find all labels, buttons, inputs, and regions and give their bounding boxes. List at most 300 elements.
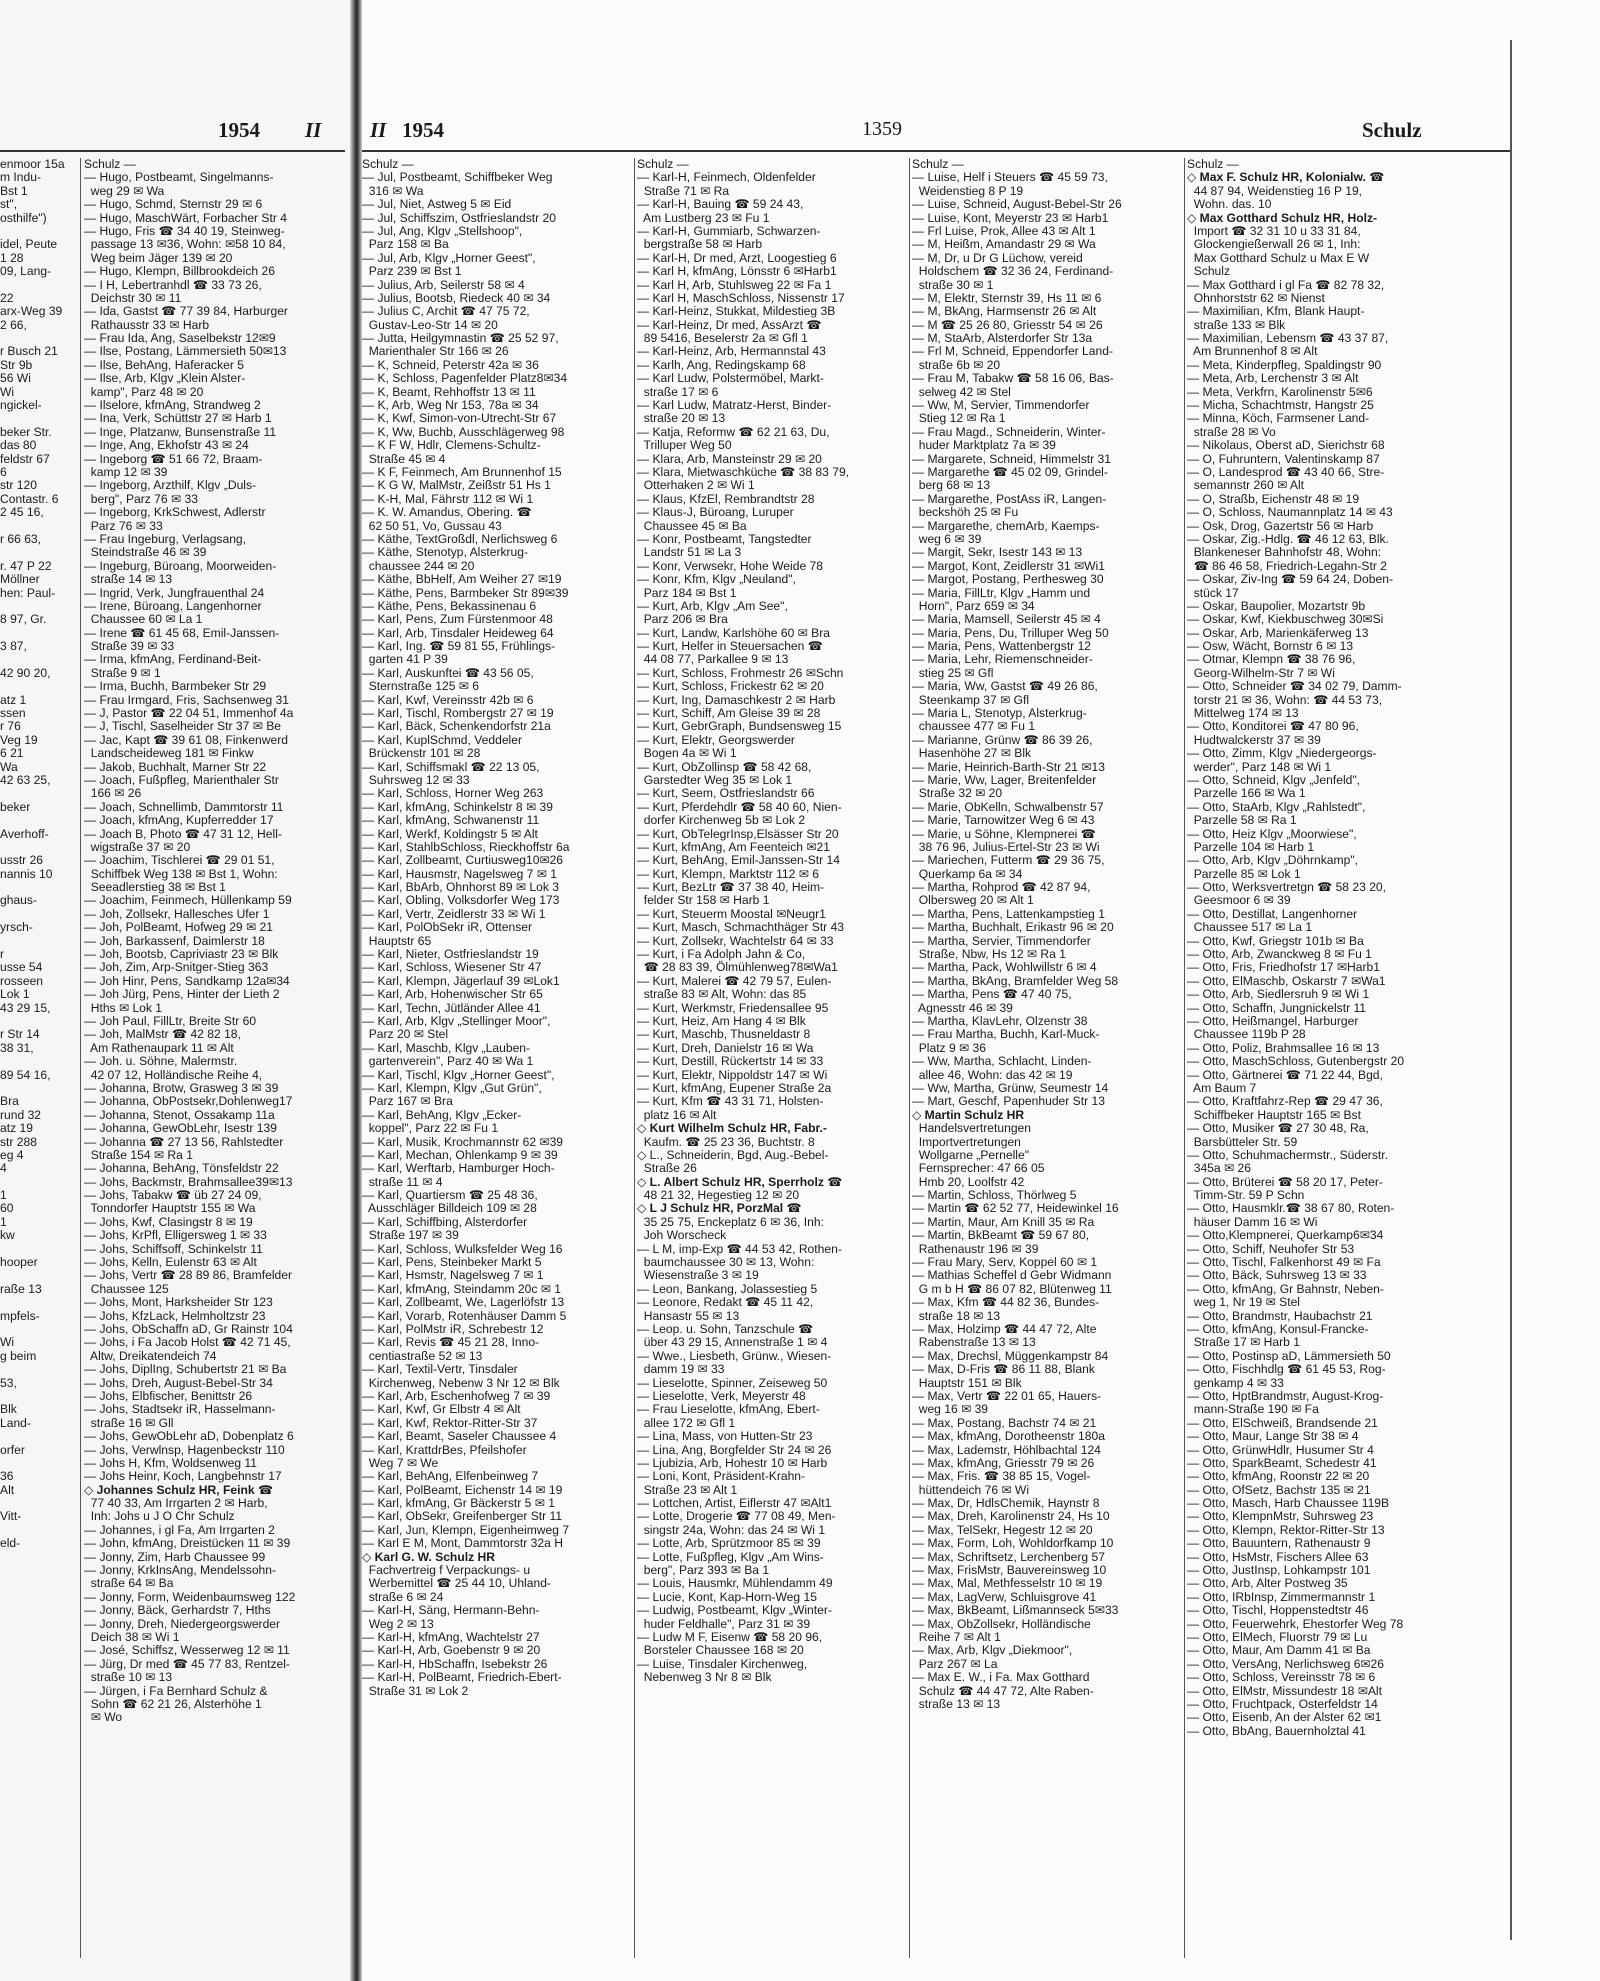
directory-entry: straße 11 ✉ 4: [362, 1174, 443, 1189]
directory-entry: 38 76 96, Julius-Ertel-Str 23 ✉ Wi: [912, 839, 1100, 854]
directory-entry: Parz 76 ✉ 33: [84, 518, 163, 533]
margin-fragment: Alt: [0, 1482, 15, 1497]
directory-entry: — Lotte, Drogerie ☎ 77 08 49, Men-: [637, 1509, 836, 1524]
directory-entry: centiastraße 52 ✉ 13: [362, 1348, 483, 1363]
directory-entry: — Karl, Revis ☎ 45 21 28, Inno-: [362, 1335, 540, 1350]
margin-fragment: usstr 26: [0, 853, 44, 868]
directory-entry: — Max, kfmAng, Dorotheenstr 180a: [912, 1429, 1105, 1444]
directory-entry: Weg 7 ✉ We: [362, 1455, 439, 1470]
margin-fragment: arx-Weg 39: [0, 304, 63, 319]
directory-entry: — Meta, Kinderpfleg, Spaldingstr 90: [1187, 357, 1382, 372]
margin-fragment: Land-: [0, 1415, 31, 1430]
directory-entry: — Johanna, Brotw, Grasweg 3 ✉ 39: [84, 1080, 279, 1095]
directory-entry: Sternstraße 125 ✉ 6: [362, 679, 480, 694]
directory-entry: Reihe 7 ✉ Alt 1: [912, 1629, 1001, 1644]
directory-entry: 166 ✉ 26: [84, 786, 142, 801]
directory-entry: ✉ Wo: [84, 1710, 123, 1725]
directory-entry: — Ww, M, Servier, Timmendorfer: [912, 398, 1090, 413]
directory-entry: beckshöh 25 ✉ Fu: [912, 505, 1019, 520]
margin-fragment: [0, 680, 78, 693]
directory-entry: — Frau M, Tabakw ☎ 58 16 06, Bas-: [912, 371, 1114, 386]
directory-entry: Parz 20 ✉ Stel: [362, 1027, 449, 1042]
directory-entry: Hmb 20, Loolfstr 42: [912, 1174, 1025, 1189]
directory-entry: — Jul, Postbeamt, Schiffbeker Weg: [362, 170, 553, 185]
directory-entry: — Karl, Obling, Volksdorfer Weg 173: [362, 893, 560, 908]
right-column-2: [637, 158, 907, 1685]
directory-entry: — Irene ☎ 61 45 68, Emil-Janssen-: [84, 625, 280, 640]
directory-entry: Am Rathenaupark 11 ✉ Alt: [84, 1040, 234, 1055]
directory-entry: — Max, LagVerw, Schluisgrove 41: [912, 1589, 1097, 1604]
directory-entry: — Karl, Musik, Krochmannstr 62 ✉39: [362, 1134, 564, 1149]
directory-entry: — Maria, Lehr, Riemenschneider-: [912, 652, 1093, 667]
directory-entry: — Martin, BkBeamt ☎ 59 67 80,: [912, 1228, 1090, 1243]
directory-entry: — Katja, Reformw ☎ 62 21 63, Du,: [637, 424, 830, 439]
directory-entry: — Max, ObZollsekr, Holländische: [912, 1616, 1091, 1631]
directory-entry: — Kurt, Dreh, Danielstr 16 ✉ Wa: [637, 1040, 814, 1055]
directory-entry: straße 13 ✉ 13: [912, 1696, 1001, 1711]
directory-entry: 44 87 94, Weidenstieg 16 P 19,: [1187, 183, 1363, 198]
directory-entry: chaussee 244 ✉ 20: [362, 558, 475, 573]
directory-entry: — Jonny, Form, Weidenbaumsweg 122: [84, 1589, 296, 1604]
margin-fragment: [0, 1390, 78, 1403]
directory-entry: — Otto, Brüterei ☎ 58 20 17, Peter-: [1187, 1174, 1383, 1189]
directory-entry: — Johanna, GewObLehr, Isestr 139: [84, 1121, 277, 1136]
directory-entry: — Joachim, Feinmech, Hüllenkamp 59: [84, 893, 292, 908]
directory-entry: — Karl, Techn, Jütländer Allee 41: [362, 1000, 541, 1015]
directory-entry: Straße 23 ✉ Alt 1: [637, 1482, 738, 1497]
left-margin-fragments: [0, 158, 78, 1551]
directory-entry: — Frau Martha, Buchh, Karl-Muck-: [912, 1027, 1100, 1042]
directory-entry: — Luise, Kont, Meyerstr 23 ✉ Harb1: [912, 210, 1109, 225]
directory-entry: — Joh, MalMstr ☎ 42 82 18,: [84, 1027, 241, 1042]
directory-entry: Parzelle 166 ✉ Wa 1: [1187, 786, 1306, 801]
margin-fragment: [0, 1015, 78, 1028]
directory-entry: — K F W, Hdlr, Clemens-Schultz-: [362, 438, 541, 453]
directory-entry: ◇ Max F. Schulz HR, Kolonialw. ☎: [1187, 170, 1385, 185]
directory-entry: — Karl, kfmAng, Steindamm 20c ✉ 1: [362, 1281, 562, 1296]
left-column: [84, 158, 346, 1725]
directory-entry: — Otto, Maur, Am Damm 41 ✉ Ba: [1187, 1643, 1371, 1658]
directory-entry: — Kurt, Elektr, Georgswerder: [637, 732, 795, 747]
directory-entry: — Leon, Bankang, Jolassestieg 5: [637, 1281, 818, 1296]
left-page: [0, 0, 350, 1981]
directory-entry: Georg-Wilhelm-Str 7 ✉ Wi: [1187, 665, 1335, 680]
directory-entry: — Karl-H, Feinmech, Oldenfelder: [637, 170, 816, 185]
directory-entry: — Karl, Pens, Steinbeker Markt 5: [362, 1255, 542, 1270]
directory-entry: — M, Heißm, Amandastr 29 ✉ Wa: [912, 237, 1096, 252]
directory-entry: — Otto, Fischhdlg ☎ 61 45 53, Rog-: [1187, 1362, 1386, 1377]
directory-entry: — Osw, Wächt, Bornstr 6 ✉ 13: [1187, 639, 1354, 654]
directory-entry: — Otto, Schloss, Vereinsstr 78 ✉ 6: [1187, 1670, 1376, 1685]
directory-entry: — Ilse, Arb, Klgv „Klein Alster-: [84, 371, 246, 386]
directory-entry: — Johs, Vertr ☎ 28 89 86, Bramfelder: [84, 1268, 292, 1283]
directory-entry: — Lottchen, Artist, Eiflerstr 47 ✉Alt1: [637, 1496, 832, 1511]
directory-entry: — Julius C, Archit ☎ 47 75 72,: [362, 304, 530, 319]
directory-entry: Deich 38 ✉ Wi 1: [84, 1629, 180, 1644]
margin-fragment: r Str 14: [0, 1027, 40, 1042]
margin-fragment: Lok 1: [0, 987, 30, 1002]
directory-entry: — Konr, Verwsekr, Hohe Weide 78: [637, 558, 823, 573]
margin-fragment: [0, 1457, 78, 1470]
directory-entry: — Joh, Barkassenf, Daimlerstr 18: [84, 933, 265, 948]
directory-entry: — Otto, Heiz Klgv „Moorwiese",: [1187, 826, 1357, 841]
directory-entry: — Osk, Drog, Gazertstr 56 ✉ Harb: [1187, 518, 1374, 533]
margin-fragment: [0, 1524, 78, 1537]
directory-entry: — Joh Paul, FillLtr, Breite Str 60: [84, 1014, 257, 1028]
directory-entry: — Joh. u. Söhne, Malermstr.: [84, 1054, 238, 1069]
directory-entry: Parz 158 ✉ Ba: [362, 237, 449, 252]
directory-entry: — Otto, Konditorei ☎ 47 80 96,: [1187, 719, 1359, 734]
directory-entry: Garstedter Weg 35 ✉ Lok 1: [637, 772, 793, 787]
directory-entry: — Mathias Scheffel d Gebr Widmann: [912, 1268, 1112, 1283]
directory-entry: Blankeneser Bahnhofstr 48, Wohn:: [1187, 545, 1382, 560]
directory-entry: — Kurt, Schloss, Frickestr 62 ✉ 20: [637, 679, 824, 694]
directory-entry: — Martin, Schloss, Thörlweg 5: [912, 1188, 1077, 1203]
directory-entry: 345a ✉ 26: [1187, 1161, 1251, 1176]
directory-entry: — Jakob, Buchhalt, Marner Str 22: [84, 759, 267, 774]
directory-entry: — Leonore, Redakt ☎ 45 11 42,: [637, 1295, 814, 1310]
running-head: Schulz: [1362, 118, 1422, 142]
directory-entry: — Karl, kfmAng, Schinkelstr 8 ✉ 39: [362, 799, 553, 814]
margin-fragment: Bra: [0, 1094, 19, 1109]
margin-fragment: Wi: [0, 384, 15, 399]
directory-entry: — Kurt, Schloss, Frohmestr 26 ✉Schn: [637, 665, 844, 680]
directory-entry: — Frau Mary, Serv, Koppel 60 ✉ 1: [912, 1255, 1098, 1270]
margin-fragment: [0, 787, 78, 800]
directory-entry: — Maria, Pens, Du, Trilluper Weg 50: [912, 625, 1109, 640]
margin-fragment: str 288: [0, 1134, 37, 1149]
directory-entry: — Frl Luise, Prok, Allee 43 ✉ Alt 1: [912, 223, 1096, 238]
directory-entry: Schiffbek Weg 138 ✉ Bst 1, Wohn:: [84, 866, 278, 881]
directory-entry: — Max, D-Fris ☎ 86 11 88, Blank: [912, 1362, 1095, 1377]
directory-entry: dorfer Kirchenweg 5b ✉ Lok 2: [637, 813, 806, 828]
right-page: [362, 0, 1600, 1981]
directory-entry: Schulz —: [1187, 158, 1239, 171]
directory-entry: Straße 39 ✉ 33: [84, 639, 175, 654]
directory-entry: Chaussee 119b P 28: [1187, 1027, 1306, 1042]
directory-entry: Steenkamp 37 ✉ Gfl: [912, 692, 1030, 707]
directory-entry: — Johanna, Stenot, Ossakamp 11a: [84, 1107, 275, 1122]
directory-entry: kamp 12 ✉ 39: [84, 464, 168, 479]
directory-entry: 77 40 33, Am Irrgarten 2 ✉ Harb,: [84, 1496, 268, 1511]
directory-entry: — Otto, Schneid, Klgv „Jenfeld",: [1187, 772, 1361, 787]
margin-fragment: st",: [0, 197, 18, 212]
directory-entry: — Meta, Arb, Lerchenstr 3 ✉ Alt: [1187, 371, 1359, 386]
directory-entry: — Margit, Sekr, Isestr 143 ✉ 13: [912, 545, 1083, 560]
directory-entry: Glockengießerwall 26 ✉ 1, Inh:: [1187, 237, 1361, 252]
margin-fragment: [0, 1363, 78, 1376]
margin-fragment: [0, 1269, 78, 1282]
directory-entry: — Inge, Ang, Ekhofstr 43 ✉ 24: [84, 438, 249, 453]
margin-fragment: usse 54: [0, 960, 43, 975]
directory-entry: Straße 9 ✉ 1: [84, 665, 161, 680]
directory-entry: — Joh Hinr, Pens, Sandkamp 12a✉34: [84, 973, 290, 988]
directory-entry: Import ☎ 32 31 10 u 33 31 84,: [1187, 223, 1361, 238]
directory-entry: ◇ L. Albert Schulz HR, Sperrholz ☎: [637, 1174, 843, 1189]
directory-entry: ◇ L., Schneiderin, Bgd, Aug.-Bebel-: [637, 1147, 829, 1162]
directory-entry: — Karl H, kfmAng, Lönsstr 6 ✉Harb1: [637, 264, 837, 279]
directory-entry: — Irma, Buchh, Barmbeker Str 29: [84, 679, 267, 694]
margin-fragment: [0, 1430, 78, 1443]
directory-entry: Seeadlerstieg 38 ✉ Bst 1: [84, 880, 226, 895]
directory-entry: — Karl-Heinz, Stukkat, Mildestieg 3B: [637, 304, 836, 319]
directory-entry: wigstraße 37 ✉ 20: [84, 839, 191, 854]
directory-entry: — Maria, Ww, Gastst ☎ 49 26 86,: [912, 679, 1098, 694]
directory-entry: — Luise, Helf i Steuers ☎ 45 59 73,: [912, 170, 1108, 185]
directory-entry: Brückenstr 101 ✉ 28: [362, 746, 481, 761]
directory-entry: — Karl, Kwf, Gr Elbstr 4 ✉ Alt: [362, 1402, 521, 1417]
directory-entry: Hauptstr 151 ✉ Blk: [912, 1375, 1022, 1390]
directory-entry: — Ingeborg, Arzthilf, Klgv „Duls-: [84, 478, 257, 493]
directory-entry: — Julius, Bootsb, Riedeck 40 ✉ 34: [362, 290, 551, 305]
directory-entry: Weidenstieg 8 P 19: [912, 183, 1024, 198]
margin-fragment: 36: [0, 1469, 14, 1484]
page-edge: [1510, 40, 1518, 1940]
margin-fragment: [0, 1296, 78, 1309]
margin-fragment: idel, Peute: [0, 237, 58, 252]
directory-entry: — Hugo, Fris ☎ 34 40 19, Steinweg-: [84, 223, 285, 238]
directory-entry: genkamp 4 ✉ 33: [1187, 1375, 1284, 1390]
directory-entry: — Max, FrisMstr, Bauvereinsweg 10: [912, 1563, 1107, 1578]
margin-fragment: [0, 332, 78, 345]
directory-entry: straße 17 ✉ 6: [637, 384, 719, 399]
directory-entry: — Oskar, Arb, Marienkäferweg 13: [1187, 625, 1369, 640]
directory-entry: kamp", Parz 48 ✉ 20: [84, 384, 204, 399]
margin-fragment: [0, 600, 78, 613]
directory-entry: stück 17: [1187, 585, 1239, 600]
directory-entry: — Frl M, Schneid, Eppendorfer Land-: [912, 344, 1113, 359]
directory-entry: — Kurt, Malerei ☎ 42 79 57, Eulen-: [637, 973, 832, 988]
directory-entry: — Max, Dr, HdlsChemik, Haynstr 8: [912, 1496, 1100, 1511]
directory-entry: — Karl, PolObSekr iR, Ottenser: [362, 920, 533, 935]
directory-entry: — Margarethe, chemArb, Kaemps-: [912, 518, 1100, 533]
directory-entry: — Karl, Arb, Hohenwischer Str 65: [362, 987, 543, 1002]
directory-entry: Straße 197 ✉ 39: [362, 1228, 459, 1243]
directory-entry: — Otto, BbAng, Bauernholztal 41: [1187, 1723, 1366, 1738]
directory-entry: Mittelweg 174 ✉ 13: [1187, 706, 1299, 721]
directory-entry: damm 19 ✉ 33: [637, 1362, 725, 1377]
margin-fragment: [0, 908, 78, 921]
directory-entry: — Kurt, Ing, Damaschkestr 2 ✉ Harb: [637, 692, 836, 707]
directory-entry: — Otto, Bäck, Suhrsweg 13 ✉ 33: [1187, 1268, 1367, 1283]
margin-fragment: [0, 1497, 78, 1510]
directory-entry: — Kurt, Zollsekr, Wachtelstr 64 ✉ 33: [637, 933, 834, 948]
directory-entry: Straße 31 ✉ Lok 2: [362, 1683, 469, 1698]
directory-entry: — Käthe, Stenotyp, Alsterkrug-: [362, 545, 529, 560]
directory-entry: — Otto, Destillat, Langenhorner: [1187, 906, 1358, 921]
directory-entry: Fernsprecher: 47 66 05: [912, 1161, 1045, 1176]
directory-entry: — Kurt, Heiz, Am Hang 4 ✉ Blk: [637, 1014, 806, 1028]
directory-entry: — Max, Arb, Klgv „Diekmoor",: [912, 1643, 1073, 1658]
directory-entry: — Max, Postang, Bachstr 74 ✉ 21: [912, 1415, 1097, 1430]
margin-fragment: beker Str.: [0, 424, 52, 439]
directory-entry: Schiffbeker Hauptstr 165 ✉ Bst: [1187, 1107, 1361, 1122]
directory-entry: Straße 17 ✉ Harb 1: [1187, 1335, 1300, 1350]
directory-entry: — Jutta, Heilgymnastin ☎ 25 52 97,: [362, 331, 559, 346]
directory-entry: — Loni, Kont, Präsident-Krahn-: [637, 1469, 806, 1484]
column-divider: [1184, 158, 1185, 1958]
directory-entry: — Otto, Schneider ☎ 34 02 79, Damm-: [1187, 679, 1402, 694]
margin-fragment: 42 90 20,: [0, 665, 51, 680]
directory-entry: felder Str 158 ✉ Harb 1: [637, 893, 770, 908]
margin-fragment: r 76: [0, 719, 21, 734]
directory-entry: — Irma, kfmAng, Ferdinand-Beit-: [84, 652, 262, 667]
directory-entry: Chaussee 517 ✉ La 1: [1187, 920, 1313, 935]
directory-entry: — Mart, Geschf, Papenhuder Str 13: [912, 1094, 1105, 1109]
directory-entry: Straße 71 ✉ Ra: [637, 183, 730, 198]
directory-entry: weg 1, Nr 19 ✉ Stel: [1187, 1295, 1300, 1310]
directory-entry: — Karl-H, kfmAng, Wachtelstr 27: [362, 1629, 540, 1644]
directory-entry: — M, Dr, u Dr G Lüchow, vereid: [912, 250, 1083, 265]
directory-entry: — Ludwig, Postbeamt, Klgv „Winter-: [637, 1603, 832, 1618]
directory-entry: — Margot, Kont, Zeidlerstr 31 ✉Wi1: [912, 558, 1105, 573]
directory-entry: — Lieselotte, Spinner, Zeiseweg 50: [637, 1375, 828, 1390]
directory-entry: ◇ L J Schulz HR, PorzMal ☎: [637, 1201, 802, 1216]
directory-entry: straße 16 ✉ Gll: [84, 1415, 174, 1430]
directory-entry: — Karl-H, Gummiarb, Schwarzen-: [637, 223, 821, 238]
directory-entry: koppel", Parz 22 ✉ Fu 1: [362, 1121, 499, 1136]
directory-entry: — Kurt, Helfer in Steuersachen ☎: [637, 639, 823, 654]
directory-entry: — Johanna, ObPostsekr,Dohlenweg17: [84, 1094, 293, 1109]
directory-entry: — Otto, ElMech, Fluorstr 79 ✉ Lu: [1187, 1629, 1368, 1644]
directory-entry: — Karl, KrattdrBes, Pfeilshofer: [362, 1442, 527, 1457]
directory-entry: — Marie, Heinrich-Barth-Str 21 ✉13: [912, 759, 1105, 774]
directory-entry: — Otto, Klempn, Rektor-Ritter-Str 13: [1187, 1522, 1385, 1537]
margin-fragment: Averhoff-: [0, 826, 49, 841]
directory-entry: weg 16 ✉ 39: [912, 1402, 989, 1417]
directory-entry: — Marie, Ww, Lager, Breitenfelder: [912, 772, 1097, 787]
directory-entry: Inh: Johs u J O Chr Schulz: [84, 1509, 235, 1524]
directory-entry: — Micha, Schachtmstr, Hangstr 25: [1187, 398, 1374, 413]
margin-fragment: nannis 10: [0, 866, 53, 881]
directory-entry: — Karl-H, PolBeamt, Friedrich-Ebert-: [362, 1670, 562, 1685]
directory-entry: — Karl, Schloss, Wiesener Str 47: [362, 960, 542, 975]
directory-entry: — Johanna ☎ 27 13 56, Rahlstedter: [84, 1134, 284, 1149]
directory-entry: Schulz —: [637, 158, 689, 171]
directory-entry: — Johs, Kelln, Eulenstr 63 ✉ Alt: [84, 1255, 257, 1270]
directory-entry: — Kurt, Destill, Rückertstr 14 ✉ 33: [637, 1054, 824, 1069]
directory-entry: — Otto,Klempnerei, Querkamp6✉34: [1187, 1228, 1384, 1243]
directory-entry: — Ljubizia, Arb, Hohestr 10 ✉ Harb: [637, 1455, 828, 1470]
directory-entry: — J, Tischl, Saselheider Str 37 ✉ Be: [84, 719, 281, 734]
directory-entry: — Karl, ObSekr, Greifenberger Str 11: [362, 1509, 563, 1524]
directory-entry: — Karl-H, Dr med, Arzt, Loogestieg 6: [637, 250, 837, 265]
column-divider: [909, 158, 910, 1958]
margin-fragment: orfer: [0, 1442, 25, 1457]
directory-entry: — Joh, Zollsekr, Hallesches Ufer 1: [84, 906, 270, 921]
right-header-year: 1954: [402, 118, 444, 142]
margin-fragment: hooper: [0, 1255, 38, 1270]
directory-entry: — K, Kwf, Simon-von-Utrecht-Str 67: [362, 411, 557, 426]
directory-entry: — K. W. Amandus, Obering. ☎: [362, 505, 532, 520]
margin-fragment: Vitt-: [0, 1509, 22, 1524]
margin-fragment: 60: [0, 1201, 14, 1216]
directory-entry: — Johs, Backmstr, Brahmsallee39✉13: [84, 1174, 293, 1189]
directory-entry: — Karl H, MaschSchloss, Nissenstr 17: [637, 290, 845, 305]
directory-entry: — Maria L, Stenotyp, Alsterkrug-: [912, 706, 1087, 721]
directory-entry: — Karl, Beamt, Saseler Chaussee 4: [362, 1429, 557, 1444]
directory-entry: — Kurt, Pferdehdlr ☎ 58 40 60, Nien-: [637, 799, 842, 814]
directory-entry: — Max Gotthard i gl Fa ☎ 82 78 32,: [1187, 277, 1385, 292]
directory-entry: selweg 42 ✉ Stel: [912, 384, 1011, 399]
directory-entry: — Karl, Maschb, Klgv „Lauben-: [362, 1040, 531, 1055]
directory-entry: — Max E. W., i Fa. Max Gotthard: [912, 1670, 1090, 1685]
directory-entry: — Karl, Hsmstr, Nagelsweg 7 ✉ 1: [362, 1268, 544, 1283]
directory-entry: — Marie, Tarnowitzer Weg 6 ✉ 43: [912, 813, 1095, 828]
directory-entry: huder Marktplatz 7a ✉ 39: [912, 438, 1056, 453]
margin-fragment: ghaus-: [0, 893, 37, 908]
directory-entry: — Karl, Schloss, Wulksfelder Weg 16: [362, 1241, 563, 1256]
directory-entry: — Otto, ElMaschb, Oskarstr 7 ✉Wa1: [1187, 973, 1386, 988]
directory-entry: Rathenaustr 196 ✉ 39: [912, 1241, 1039, 1256]
directory-entry: Schulz: [1187, 264, 1231, 279]
directory-entry: Rathausstr 33 ✉ Harb: [84, 317, 210, 332]
directory-entry: — K F, Feinmech, Am Brunnenhof 15: [362, 464, 562, 479]
directory-entry: — Martha, Pack, Wohlwillstr 6 ✉ 4: [912, 960, 1097, 975]
directory-entry: — Julius, Arb, Seilerstr 58 ✉ 4: [362, 277, 525, 292]
directory-entry: — Karl, Jun, Klempn, Eigenheimweg 7: [362, 1522, 570, 1537]
directory-entry: — Frau Ingeburg, Verlagsang,: [84, 531, 247, 546]
margin-fragment: Wa: [0, 759, 18, 774]
directory-entry: straße 20 ✉ 13: [637, 411, 726, 426]
directory-entry: straße 10 ✉ 13: [84, 1670, 173, 1685]
directory-entry: — Karl-H, Säng, Hermann-Behn-: [362, 1603, 540, 1618]
directory-entry: — Nikolaus, Oberst aD, Sierichstr 68: [1187, 438, 1385, 453]
directory-entry: Kaufm. ☎ 25 23 36, Buchtstr. 8: [637, 1134, 815, 1149]
directory-entry: — Otto, kfmAng, Roonstr 22 ✉ 20: [1187, 1469, 1370, 1484]
directory-entry: — J, Pastor ☎ 22 04 51, Immenhof 4a: [84, 706, 294, 721]
directory-entry: — Martin, Maur, Am Knill 35 ✉ Ra: [912, 1214, 1095, 1229]
margin-fragment: Bst 1: [0, 183, 28, 198]
directory-entry: — Johs, Verwlnsp, Hagenbeckstr 110: [84, 1442, 285, 1457]
directory-entry: ◇ Martin Schulz HR: [912, 1107, 1025, 1122]
directory-entry: — Ina, Verk, Schüttstr 27 ✉ Harb 1: [84, 411, 272, 426]
directory-entry: — Otto, Poliz, Brahmsallee 16 ✉ 13: [1187, 1040, 1380, 1055]
directory-entry: — Oskar, Zig.-Hdlg. ☎ 46 12 63, Blk.: [1187, 531, 1389, 546]
directory-entry: — Johs, KrPfl, Elligersweg 1 ✉ 33: [84, 1228, 267, 1243]
margin-fragment: [0, 546, 78, 559]
directory-entry: Hauptstr 65: [362, 933, 432, 948]
directory-entry: — O, Straßb, Eichenstr 48 ✉ 19: [1187, 491, 1360, 506]
directory-entry: 48 21 32, Hegestieg 12 ✉ 20: [637, 1188, 800, 1203]
directory-entry: Olbersweg 20 ✉ Alt 1: [912, 893, 1034, 908]
directory-entry: — John, kfmAng, Dreistücken 11 ✉ 39: [84, 1536, 291, 1551]
directory-entry: — Martha, Servier, Timmendorfer: [912, 933, 1091, 948]
directory-entry: Horn", Parz 659 ✉ 34: [912, 598, 1035, 613]
directory-entry: — Margarete, Schneid, Himmelstr 31: [912, 451, 1111, 466]
margin-fragment: 53,: [0, 1375, 17, 1390]
directory-entry: — Jürg, Dr med ☎ 45 77 83, Rentzel-: [84, 1656, 290, 1671]
directory-entry: — Martin ☎ 62 52 77, Heidewinkel 16: [912, 1201, 1119, 1216]
directory-entry: — Johanna, BehAng, Tönsfeldstr 22: [84, 1161, 279, 1176]
directory-entry: — Otto, Heißmangel, Harburger: [1187, 1014, 1359, 1028]
directory-entry: bergstraße 58 ✉ Harb: [637, 237, 763, 252]
margin-fragment: yrsch-: [0, 920, 33, 935]
directory-entry: — M ☎ 25 26 80, Griesstr 54 ✉ 26: [912, 317, 1103, 332]
directory-entry: — Karl-H, HbSchaffn, Isebekstr 26: [362, 1656, 548, 1671]
directory-entry: — Ingeburg, Büroang, Moorweiden-: [84, 558, 277, 573]
directory-entry: — Karl, Tischl, Klgv „Horner Geest",: [362, 1067, 555, 1082]
directory-entry: — Jul, Schiffszim, Ostfrieslandstr 20: [362, 210, 557, 225]
directory-entry: 89 5416, Beselerstr 2a ✉ Gfl 1: [637, 331, 808, 346]
directory-entry: — Inge, Platzanw, Bunsenstraße 11: [84, 424, 277, 439]
margin-fragment: 2 45 16,: [0, 505, 44, 520]
directory-entry: — Johs, Stadtsekr iR, Hasselmann-: [84, 1402, 276, 1417]
directory-entry: — Karl, Auskunftei ☎ 43 56 05,: [362, 665, 534, 680]
margin-fragment: ngickel-: [0, 398, 42, 413]
directory-entry: — Oskar, Kwf, Kiekbuschweg 30✉Si: [1187, 612, 1384, 627]
directory-entry: — Irene, Büroang, Langenhorner: [84, 598, 262, 613]
